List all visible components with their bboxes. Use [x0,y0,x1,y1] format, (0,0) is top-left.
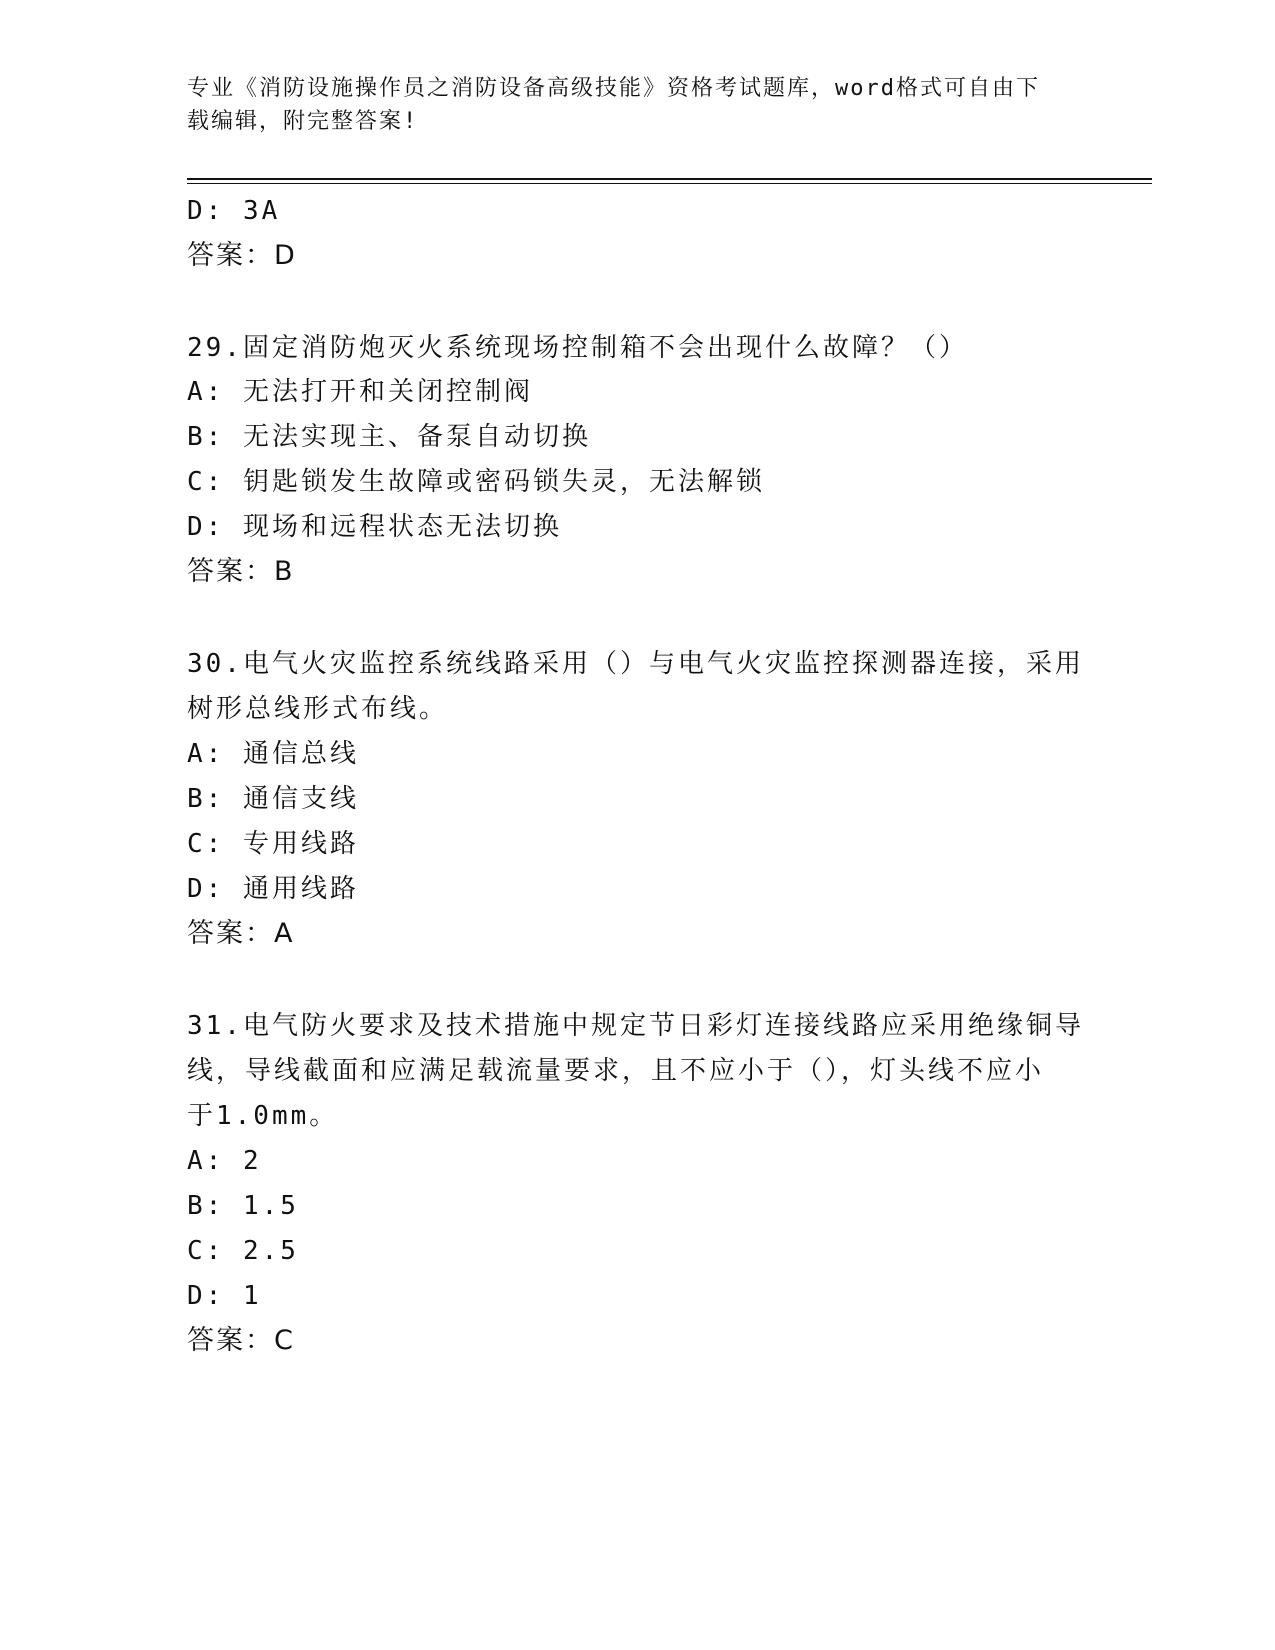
prev-option-d: D: 3A [187,196,281,226]
header-divider-thin [187,183,1152,184]
q29-option-a: A: 无法打开和关闭控制阀 [187,377,533,407]
header-divider-thick [187,178,1152,180]
page-header [187,72,1067,138]
q29-stem: 29.固定消防炮灭火系统现场控制箱不会出现什么故障？（） [187,333,968,363]
q31-option-a: A: 2 [187,1146,262,1176]
q31-option-b: B: 1.5 [187,1191,299,1221]
q30-stem-line-2: 树形总线形式布线。 [187,694,449,724]
q31-option-d: D: 1 [187,1281,262,1311]
q29-option-c: C: 钥匙锁发生故障或密码锁失灵，无法解锁 [187,467,765,497]
prev-answer: 答案：D [187,240,297,271]
q31-stem-line-2: 线，导线截面和应满足载流量要求，且不应小于（），灯头线不应小 [187,1056,1045,1086]
q31-stem-line-1: 31.电气防火要求及技术措施中规定节日彩灯连接线路应采用绝缘铜导 [187,1011,1084,1041]
q29-answer: 答案：B [187,556,295,587]
q29-option-b: B: 无法实现主、备泵自动切换 [187,422,591,452]
q29-option-d: D: 现场和远程状态无法切换 [187,512,562,542]
q31-option-c: C: 2.5 [187,1236,299,1266]
q31-answer: 答案：C [187,1325,295,1356]
q30-option-c: C: 专用线路 [187,829,359,859]
q30-option-a: A: 通信总线 [187,739,359,769]
q30-answer: 答案：A [187,918,295,949]
q30-stem-line-1: 30.电气火灾监控系统线路采用（）与电气火灾监控探测器连接，采用 [187,649,1084,679]
header-line-1: 专业《消防设施操作员之消防设备高级技能》资格考试题库，word格式可自由下 [187,76,1040,101]
q30-option-d: D: 通用线路 [187,874,359,904]
q31-stem-line-3: 于1.0mm。 [187,1101,339,1131]
header-line-2: 载编辑，附完整答案! [187,109,419,134]
q30-option-b: B: 通信支线 [187,784,359,814]
